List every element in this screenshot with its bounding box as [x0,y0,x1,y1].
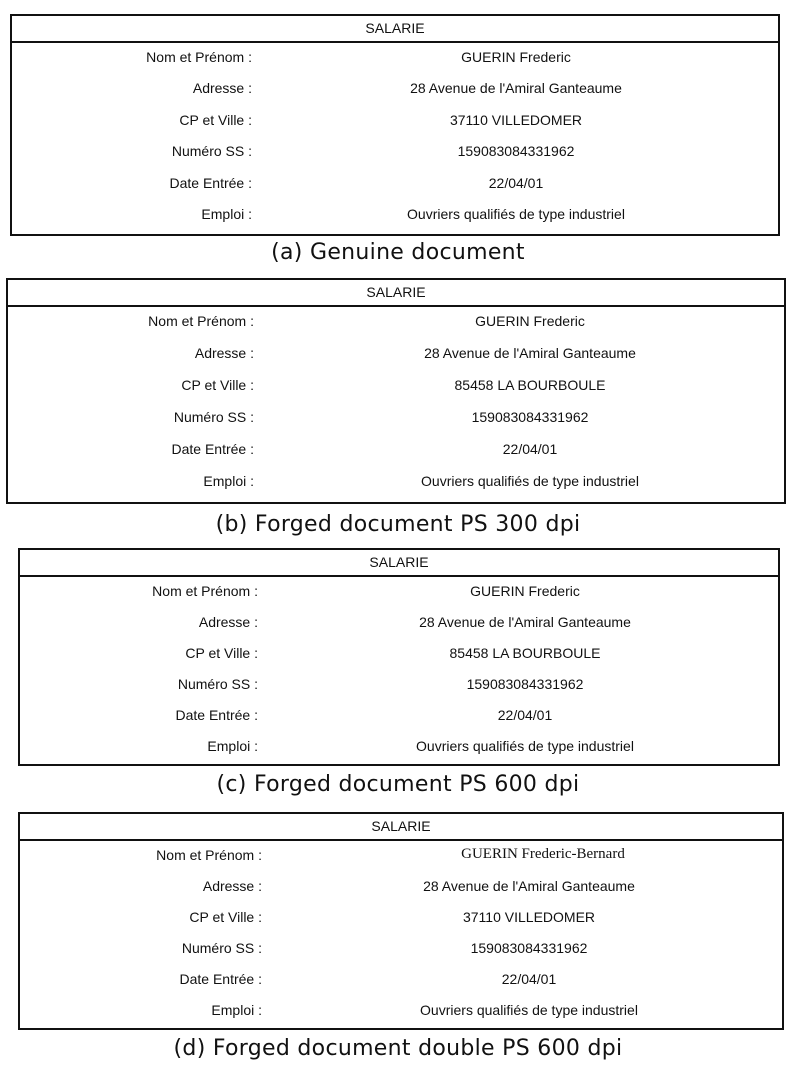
field-value: 28 Avenue de l'Amiral Ganteaume [419,614,631,630]
field-rows [20,841,782,1027]
field-rows [20,577,778,763]
field-value: GUERIN Frederic-Bernard [461,846,625,862]
field-value: Ouvriers qualifiés de type industriel [416,738,634,754]
caption-b: (b) Forged document PS 300 dpi [215,512,581,537]
field-row-address [12,74,778,105]
field-label: Emploi : [201,205,252,222]
document-panel-a [10,14,780,236]
field-value: 159083084331962 [470,940,588,956]
field-label: Nom et Prénom : [156,847,262,863]
field-value: 28 Avenue de l'Amiral Ganteaume [410,80,622,97]
field-row-ss-number [20,934,782,965]
field-value: 37110 VILLEDOMER [462,909,596,925]
field-value: 22/04/01 [501,971,557,987]
field-row-job [12,200,778,231]
field-label: Nom et Prénom : [148,313,254,329]
field-label: Nom et Prénom : [146,49,252,65]
field-row-name [20,577,778,608]
field-value: Ouvriers qualifiés de type industriel [407,205,625,222]
field-label: Date Entrée : [169,174,252,191]
field-value: 159083084331962 [471,409,589,425]
field-value: GUERIN Frederic [470,583,580,599]
field-row-name [20,841,782,872]
field-label: Emploi : [203,473,254,489]
document-panel-d [18,812,784,1030]
field-value: 28 Avenue de l'Amiral Ganteaume [423,878,635,894]
field-label: Numéro SS : [177,676,258,692]
field-row-address [8,339,784,371]
field-value: 22/04/01 [488,174,544,191]
field-value: 159083084331962 [466,676,584,692]
field-row-city [20,903,782,934]
field-value: Ouvriers qualifiés de type industriel [420,1002,638,1018]
field-label: Date Entrée : [175,707,258,723]
field-label: Nom et Prénom : [152,583,258,599]
field-row-job [20,732,778,763]
field-row-address [20,608,778,639]
document-panel-b [6,278,786,504]
field-row-city [8,371,784,403]
field-label: CP et Ville : [179,111,252,128]
field-row-city [20,639,778,670]
field-value: GUERIN Frederic [475,313,585,329]
field-row-city [12,106,778,137]
field-row-ss-number [8,403,784,435]
field-row-start-date [12,169,778,200]
field-row-name [8,307,784,339]
field-rows [8,307,784,499]
panel-header: SALARIE [20,814,782,841]
document-panel-c [18,548,780,766]
field-label: CP et Ville : [189,909,262,925]
field-value: Ouvriers qualifiés de type industriel [421,473,639,489]
field-value: 22/04/01 [502,441,558,457]
field-row-job [20,996,782,1027]
field-row-address [20,872,782,903]
caption-c: (c) Forged document PS 600 dpi [216,772,580,797]
field-row-ss-number [20,670,778,701]
field-value: 85458 LA BOURBOULE [454,377,606,393]
field-row-name [12,43,778,74]
field-row-start-date [20,701,778,732]
field-label: Emploi : [211,1002,262,1018]
field-label: Emploi : [207,738,258,754]
field-label: Numéro SS : [173,409,254,425]
field-label: Date Entrée : [179,971,262,987]
panel-header: SALARIE [20,550,778,577]
field-label: Adresse : [198,614,258,630]
field-rows [12,43,778,231]
caption-d: (d) Forged document double PS 600 dpi [173,1036,623,1061]
field-value: 85458 LA BOURBOULE [449,645,601,661]
field-label: Adresse : [194,345,254,361]
field-row-job [8,467,784,499]
field-row-ss-number [12,137,778,168]
panel-header: SALARIE [12,16,778,43]
field-label: CP et Ville : [181,377,254,393]
field-value: 37110 VILLEDOMER [449,111,583,128]
field-value: 22/04/01 [497,707,553,723]
field-label: Date Entrée : [171,441,254,457]
field-value: GUERIN Frederic [461,49,571,65]
field-label: Numéro SS : [171,143,252,160]
field-value: 159083084331962 [457,143,575,160]
caption-a: (a) Genuine document [271,240,525,265]
field-row-start-date [8,435,784,467]
field-label: CP et Ville : [185,645,258,661]
field-label: Numéro SS : [181,940,262,956]
panel-header: SALARIE [8,280,784,307]
field-row-start-date [20,965,782,996]
field-value: 28 Avenue de l'Amiral Ganteaume [424,345,636,361]
field-label: Adresse : [202,878,262,894]
field-label: Adresse : [192,80,252,97]
